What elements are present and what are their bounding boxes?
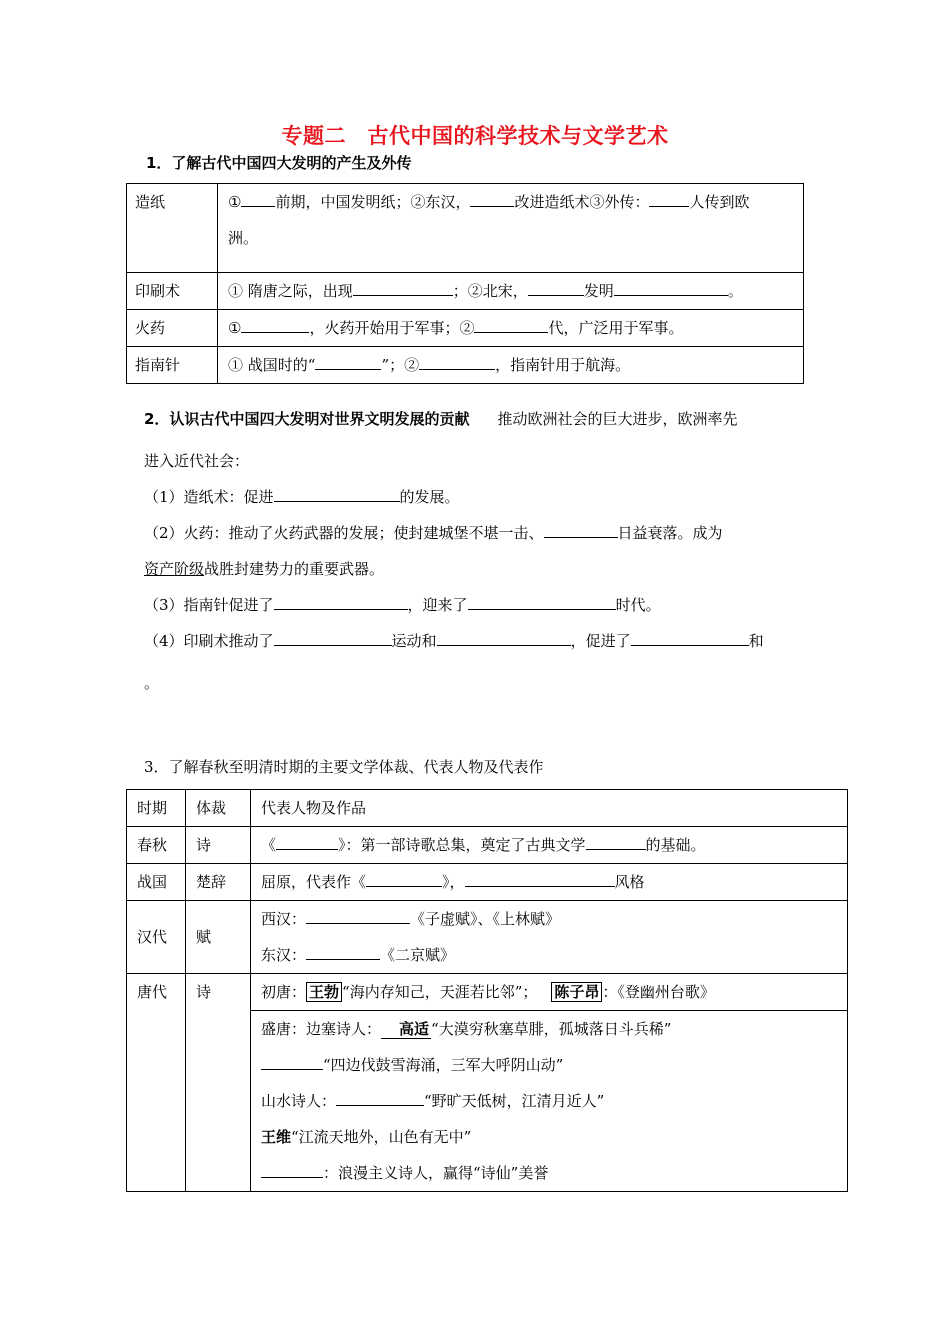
- blank: [631, 631, 749, 646]
- paragraph-1: [144, 486, 460, 507]
- blank: [465, 872, 615, 887]
- answer-underlined: 高适: [381, 1020, 431, 1039]
- text: 》，: [442, 873, 465, 891]
- section2-intro: 进入近代社会：: [144, 452, 250, 470]
- section1-heading: 1．了解古代中国四大发明的产生及外传: [146, 154, 412, 172]
- genre: 赋: [186, 901, 251, 974]
- works: [251, 901, 848, 974]
- text: ：浪漫主义诗人，赢得“诗仙”美誉: [323, 1164, 549, 1182]
- text: 改进造纸术③外传：: [514, 193, 650, 211]
- blank: [614, 281, 728, 296]
- table-row: [127, 827, 848, 864]
- paragraph-4-cont: 。: [144, 674, 160, 692]
- text: 洲。: [228, 229, 259, 247]
- text: （3）指南针促进了: [144, 596, 274, 614]
- paragraph-2: [144, 522, 723, 543]
- blank: [274, 595, 408, 610]
- row-label: 印刷术: [127, 273, 218, 310]
- blank: [274, 487, 400, 502]
- answer-box: 陈子昂: [551, 982, 602, 1002]
- table-row: [127, 273, 804, 310]
- text: 《子虚赋》、《上林赋》: [410, 910, 561, 928]
- text: ，火药开始用于军事；②: [309, 319, 475, 337]
- paragraph-3: [144, 594, 661, 615]
- text: （1）造纸术：促进: [144, 488, 274, 506]
- text: ，促进了: [570, 632, 631, 650]
- header-genre: 体裁: [186, 790, 251, 827]
- text: ”；②: [381, 356, 420, 374]
- text: 王维: [261, 1128, 292, 1146]
- text: 运动和: [391, 632, 437, 650]
- text: 的基础。: [645, 836, 706, 854]
- text: 战胜封建势力的重要武器。: [204, 560, 385, 578]
- text: 《: [261, 836, 277, 854]
- blank: [241, 192, 275, 207]
- period: 唐代: [127, 974, 186, 1192]
- blank: [544, 523, 618, 538]
- blank: [528, 281, 584, 296]
- text: ①: [228, 193, 242, 211]
- blank: [261, 1055, 323, 1070]
- table-row: [127, 864, 848, 901]
- blank: [336, 1091, 424, 1106]
- table-row: [127, 790, 848, 827]
- header-period: 时期: [127, 790, 186, 827]
- genre: 楚辞: [186, 864, 251, 901]
- text: ：《登幽州台歌》: [602, 983, 715, 1001]
- blank: [474, 318, 548, 333]
- text: 风格: [614, 873, 645, 891]
- period: 战国: [127, 864, 186, 901]
- blank: [261, 1163, 323, 1178]
- answer-box: 王勃: [306, 982, 342, 1002]
- period: 春秋: [127, 827, 186, 864]
- blank: [437, 631, 571, 646]
- text: 人传到欧: [689, 193, 750, 211]
- blank: [241, 318, 309, 333]
- row-content: [218, 184, 804, 273]
- text: ，迎来了: [407, 596, 468, 614]
- text: 盛唐：边塞诗人：: [261, 1020, 382, 1038]
- text: ；②北宋，: [452, 282, 528, 300]
- text: 前期，中国发明纸；②东汉，: [275, 193, 471, 211]
- text: ，指南针用于航海。: [495, 356, 631, 374]
- table-row: [127, 310, 804, 347]
- blank: [366, 872, 442, 887]
- text: 屈原，代表作《: [261, 873, 367, 891]
- text: 日益衰落。成为: [617, 524, 723, 542]
- table-row: [127, 901, 848, 974]
- genre: 诗: [186, 974, 251, 1192]
- row-content: [218, 347, 804, 384]
- text: 代，广泛用于军事。: [548, 319, 684, 337]
- blank: [649, 192, 689, 207]
- text: 资产阶级: [144, 560, 205, 578]
- table-row: [127, 974, 848, 1011]
- section3-heading: 3．了解春秋至明清时期的主要文学体裁、代表人物及代表作: [144, 758, 544, 776]
- text: 。: [727, 282, 743, 300]
- blank: [468, 595, 616, 610]
- text: 》：第一部诗歌总集，奠定了古典文学: [338, 836, 586, 854]
- text: ①: [228, 319, 242, 337]
- table-row: [127, 184, 804, 273]
- text: 东汉：: [261, 946, 307, 964]
- row-label: 指南针: [127, 347, 218, 384]
- text: 时代。: [615, 596, 661, 614]
- row-label: 造纸: [127, 184, 218, 273]
- text: “江流天地外，山色有无中”: [291, 1128, 472, 1146]
- text: “海内存知己，天涯若比邻”；: [342, 983, 538, 1001]
- table-row: [127, 347, 804, 384]
- header-works: 代表人物及作品: [251, 790, 848, 827]
- text: 初唐：: [261, 983, 307, 1001]
- text: 山水诗人：: [261, 1092, 337, 1110]
- works: [251, 1011, 848, 1192]
- works: [251, 827, 848, 864]
- blank: [315, 355, 381, 370]
- blank: [306, 945, 380, 960]
- blank: [274, 631, 392, 646]
- text: ① 隋唐之际，出现: [228, 282, 353, 300]
- text: （2）火药：推动了火药武器的发展；使封建城堡不堪一击、: [144, 524, 544, 542]
- section2-heading: 2．认识古代中国四大发明对世界文明发展的贡献: [144, 410, 470, 428]
- period: 汉代: [127, 901, 186, 974]
- text: 的发展。: [399, 488, 460, 506]
- paragraph-4: [144, 630, 764, 651]
- works: [251, 974, 848, 1011]
- row-content: [218, 273, 804, 310]
- literature-table: [126, 789, 848, 1192]
- text: 发明: [583, 282, 614, 300]
- section2-heading-line: [144, 408, 737, 429]
- text: ① 战国时的“: [228, 356, 316, 374]
- text: 推动欧洲社会的巨大进步，欧洲率先: [497, 410, 738, 428]
- blank: [306, 909, 410, 924]
- blank: [470, 192, 514, 207]
- inventions-table: [126, 183, 804, 384]
- page-title: 专题二 古代中国的科学技术与文学艺术: [281, 124, 669, 148]
- text: 西汉：: [261, 910, 307, 928]
- text: 《二京赋》: [380, 946, 456, 964]
- blank: [276, 835, 338, 850]
- blank: [586, 835, 646, 850]
- blank: [353, 281, 453, 296]
- text: “野旷天低树，江清月近人”: [424, 1092, 605, 1110]
- works: [251, 864, 848, 901]
- text: “四边伐鼓雪海涌，三军大呼阴山动”: [323, 1056, 564, 1074]
- blank: [419, 355, 495, 370]
- genre: 诗: [186, 827, 251, 864]
- text: “大漠穷秋塞草腓，孤城落日斗兵稀”: [431, 1020, 672, 1038]
- text: （4）印刷术推动了: [144, 632, 274, 650]
- paragraph-2-cont: [144, 558, 384, 579]
- text: 和: [748, 632, 764, 650]
- row-content: [218, 310, 804, 347]
- row-label: 火药: [127, 310, 218, 347]
